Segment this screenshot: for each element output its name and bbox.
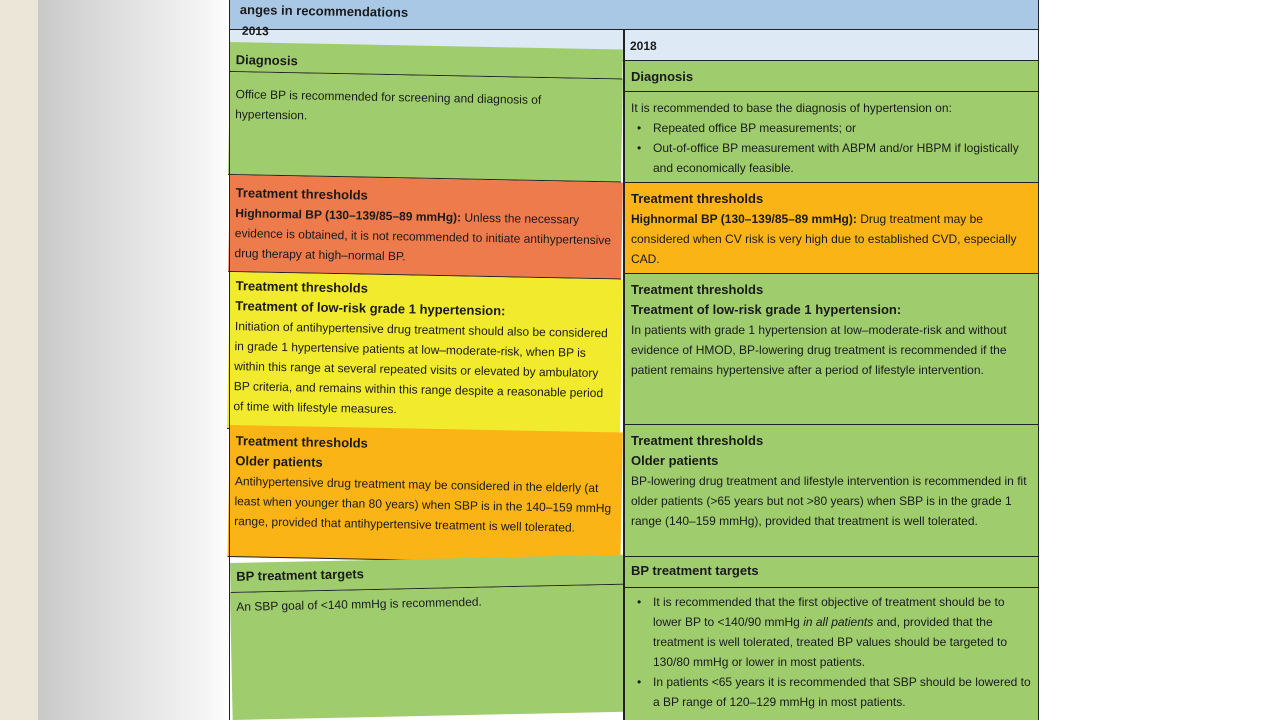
diagnosis-body-2013: Office BP is recommended for screening and diagnosis of hypertension.	[228, 72, 623, 183]
targets-bullet-list	[625, 592, 1038, 712]
bullet-icon: •	[637, 121, 642, 135]
targets-body-2018	[625, 588, 1038, 720]
grade1-cell-2013: Treatment thresholds Treatment of low-risk grade 1 hypertension: Initiation of antihypertensive drug treatment should also be considered in grade 1 hypertensive patients at low–moderate-risk, when BP is within this range at several repeated visits or elevated by ambulatory BP criteria, and remains within this range despite a reasonable period of time with lifestyle measures.	[227, 272, 623, 437]
bullet-icon: •	[637, 595, 642, 609]
highnormal-cell-2013: Treatment thresholds Highnormal BP (130–139/85–89 mmHg): Unless the necessary evidence is obtained, it is not recommended to initiate antihypertensive drug therapy at high–normal BP.	[228, 175, 623, 280]
older-patients-cell-2018: Treatment thresholds Older patients BP-lowering drug treatment and lifestyle intervention is recommended in fit older patients (>65 years but not >80 years) when SBP is in the grade 1 range (140–159 mmHg), provided that treatment is well tolerated.	[625, 425, 1038, 557]
background-left-panel	[0, 0, 40, 720]
bullet-icon: •	[637, 141, 642, 155]
diagnosis-header-2013: Diagnosis	[229, 42, 623, 80]
list-item: • Out-of-office BP measurement with ABPM and/or HBPM if logistically and economically feasible.	[637, 138, 1032, 178]
table-title: anges in recommendations	[239, 2, 409, 20]
list-item: • In patients <65 years it is recommended that SBP should be lowered to a BP range of 120–129 mmHg in most patients.	[637, 672, 1032, 712]
table-right-border	[1038, 0, 1039, 720]
targets-body-2013: An SBP goal of <140 mmHg is recommended.	[230, 585, 626, 720]
column-divider	[623, 30, 625, 720]
bullet-icon: •	[637, 675, 642, 689]
targets-header-2018: BP treatment targets	[625, 557, 1038, 588]
diagnosis-bullet-list	[625, 118, 1038, 178]
older-patients-cell-2013: Treatment thresholds Older patients Antihypertensive drug treatment may be considered in the elderly (at least when younger than 80 years) when SBP is in the 140–159 mmHg range, provided that antihypertensive treatment is well tolerated.	[227, 425, 622, 565]
diagnosis-body-2018: It is recommended to base the diagnosis of hypertension on: • Repeated office BP measurements; or • Out-of-office BP measurement with ABPM and/or HBPM if logistically and economically feasible.	[625, 92, 1038, 183]
highnormal-cell-2018: Treatment thresholds Highnormal BP (130–139/85–89 mmHg): Drug treatment may be considered when CV risk is very high due to established CVD, especially CAD.	[625, 183, 1038, 274]
list-item: • It is recommended that the first objective of treatment should be to lower BP to <140/90 mmHg in all patients and, provided that the treatment is well tolerated, treated BP values should be targeted to 130/80 mmHg or lower in most patients.	[637, 592, 1032, 672]
year-2013-label: 2013	[241, 23, 269, 39]
list-item: • Repeated office BP measurements; or	[637, 118, 1032, 138]
diagnosis-header-2018: Diagnosis	[625, 61, 1038, 92]
year-2018-label: 2018	[630, 39, 657, 53]
targets-header-2013: BP treatment targets	[230, 555, 624, 593]
background-shadow	[38, 0, 230, 720]
table-left-border	[229, 0, 230, 720]
grade1-cell-2018: Treatment thresholds Treatment of low-risk grade 1 hypertension: In patients with grade 1 hypertension at low–moderate-risk and without evidence of HMOD, BP-lowering drug treatment is recommended if the patient remains hypertensive after a period of lifestyle intervention.	[625, 274, 1038, 425]
background-right-panel	[1040, 0, 1280, 720]
